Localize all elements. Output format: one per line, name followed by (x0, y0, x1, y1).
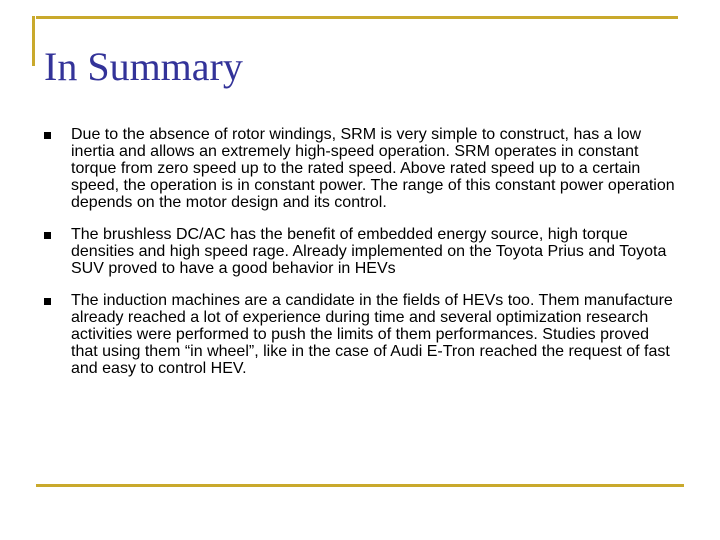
square-bullet-icon (44, 298, 51, 305)
square-bullet-icon (44, 132, 51, 139)
left-rule (32, 16, 35, 66)
bullet-text: Due to the absence of rotor windings, SRM is very simple to construct, has a low inertia and allows an extremely high-speed operation. SRM operates in constant torque from zero speed up to the rated speed. Above rated speed up to a certain speed, the operation is in constant power. The range of this constant power operation depends on the motor design and its control. (71, 126, 675, 211)
bullet-text: The induction machines are a candidate in the fields of HEVs too. Them manufacture already reached a lot of experience during time and several optimization research activities were performed to push the limits of them performances. Studies proved that using them “in wheel”, like in the case of Audi E-Tron reached the request of fast and easy to control HEV. (71, 292, 673, 377)
bullet-item (44, 126, 676, 211)
bullet-item (44, 292, 676, 377)
bottom-rule (36, 484, 684, 487)
top-rule (36, 16, 678, 19)
bullet-item (44, 226, 676, 277)
square-bullet-icon (44, 232, 51, 239)
slide-title: In Summary (44, 44, 243, 89)
bullet-text: The brushless DC/AC has the benefit of embedded energy source, high torque densities and high speed rage. Already implemented on the Toyota Prius and Toyota SUV proved to have a good behavior in HEVs (71, 226, 667, 277)
bullet-list (44, 126, 676, 377)
